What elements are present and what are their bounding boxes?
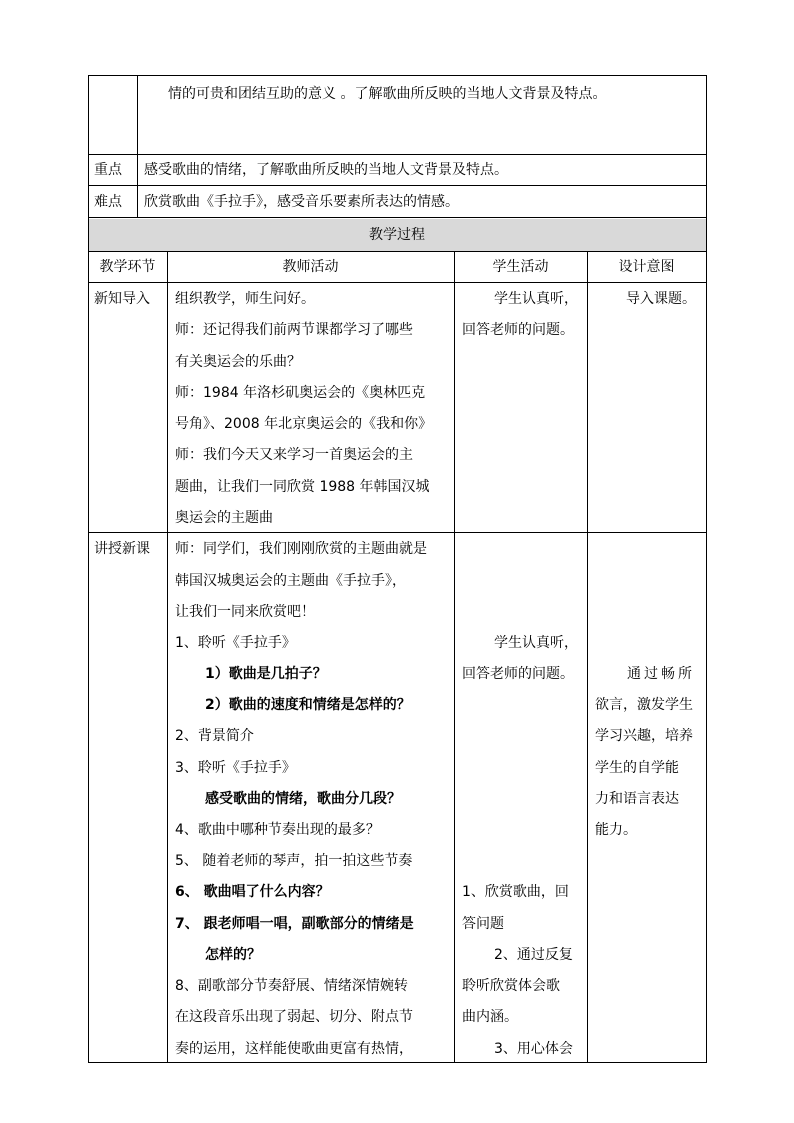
rule — [167, 251, 168, 1063]
student-line: 1、欣赏歌曲，回 — [462, 884, 569, 900]
student-line: 答问题 — [462, 916, 504, 932]
column-header-stage: 教学环节 — [99, 259, 156, 275]
student-line: 学生认真听， — [494, 635, 578, 651]
design-line: 欲言，激发学生 — [595, 697, 693, 713]
teacher-line: 师：还记得我们前两节课都学习了哪些 — [175, 322, 413, 338]
rule — [88, 185, 707, 186]
teacher-line: 7、 跟老师唱一唱，副歌部分的情绪是 — [175, 916, 414, 932]
key-point-text: 感受歌曲的情绪，了解歌曲所反映的当地人文背景及特点。 — [144, 162, 508, 178]
rule — [88, 1062, 707, 1063]
rule — [706, 75, 707, 1063]
rule — [88, 282, 707, 283]
teacher-line: 师：同学们，我们刚刚欣赏的主题曲就是 — [175, 541, 427, 557]
student-line: 曲内涵。 — [462, 1009, 518, 1025]
rule — [88, 217, 707, 218]
design-line: 能力。 — [595, 822, 637, 838]
teacher-line: 奥运会的主题曲 — [175, 510, 273, 526]
teacher-line: 5、 随着老师的琴声，拍一拍这些节奏 — [175, 853, 413, 869]
stage-label-new-lesson: 讲授新课 — [94, 541, 150, 557]
design-line: 力和语言表达 — [595, 791, 679, 807]
teacher-line: 2）歌曲的速度和情绪是怎样的？ — [205, 697, 411, 713]
student-line: 回答老师的问题。 — [462, 322, 574, 338]
rule — [454, 251, 455, 1063]
teacher-line: 怎样的？ — [205, 947, 261, 963]
design-line: 学习兴趣，培养 — [595, 728, 693, 744]
design-line: 导入课题。 — [626, 291, 696, 307]
teacher-line: 号角》、2008 年北京奥运会的《我和你》 — [175, 416, 433, 432]
teacher-line: 1、聆听《手拉手》 — [175, 635, 296, 651]
rule — [88, 75, 707, 76]
student-line: 2、通过反复 — [494, 947, 573, 963]
teacher-line: 师：1984 年洛杉矶奥运会的《奥林匹克 — [175, 385, 426, 401]
column-header-teacher: 教师活动 — [282, 259, 339, 275]
rule — [587, 251, 588, 1063]
rule — [88, 75, 89, 1063]
difficulty-text: 欣赏歌曲《手拉手》，感受音乐要素所表达的情感。 — [144, 194, 459, 210]
rule — [88, 251, 707, 252]
teacher-line: 感受歌曲的情绪，歌曲分几段？ — [205, 791, 401, 807]
objective-continued-text: 情的可贵和团结互助的意义 。了解歌曲所反映的当地人文背景及特点。 — [168, 86, 607, 102]
difficulty-label: 难点 — [94, 194, 122, 210]
design-line: 通过畅所 — [627, 666, 695, 682]
teacher-line: 6、 歌曲唱了什么内容？ — [175, 884, 330, 900]
rule — [137, 75, 138, 218]
rule — [88, 532, 707, 533]
teacher-line: 题曲，让我们一同欣赏 1988 年韩国汉城 — [175, 479, 430, 495]
teacher-line: 在这段音乐出现了弱起、切分、附点节 — [175, 1009, 413, 1025]
teacher-line: 奏的运用，这样能使歌曲更富有热情， — [175, 1041, 413, 1057]
teacher-line: 韩国汉城奥运会的主题曲《手拉手》， — [175, 573, 406, 589]
stage-label-intro: 新知导入 — [94, 291, 150, 307]
teacher-line: 4、歌曲中哪种节奏出现的最多？ — [175, 822, 380, 838]
teacher-line: 2、背景简介 — [175, 728, 254, 744]
teacher-line: 组织教学，师生问好。 — [175, 291, 315, 307]
teacher-line: 让我们一同来欣赏吧！ — [175, 604, 315, 620]
rule — [88, 154, 707, 155]
design-line: 学生的自学能 — [595, 760, 679, 776]
key-point-label: 重点 — [94, 162, 122, 178]
student-line: 回答老师的问题。 — [462, 666, 574, 682]
student-line: 学生认真听， — [494, 291, 578, 307]
teacher-line: 8、副歌部分节奏舒展、情绪深情婉转 — [175, 978, 408, 994]
teacher-line: 3、聆听《手拉手》 — [175, 760, 296, 776]
student-line: 聆听欣赏体会歌 — [462, 978, 560, 994]
student-line: 3、用心体会 — [494, 1041, 573, 1057]
column-header-design: 设计意图 — [618, 259, 675, 275]
column-header-student: 学生活动 — [492, 259, 549, 275]
teacher-line: 师：我们今天又来学习一首奥运会的主 — [175, 447, 413, 463]
teacher-line: 1）歌曲是几拍子？ — [205, 666, 327, 682]
process-title: 教学过程 — [369, 227, 425, 243]
teacher-line: 有关奥运会的乐曲？ — [175, 354, 301, 370]
